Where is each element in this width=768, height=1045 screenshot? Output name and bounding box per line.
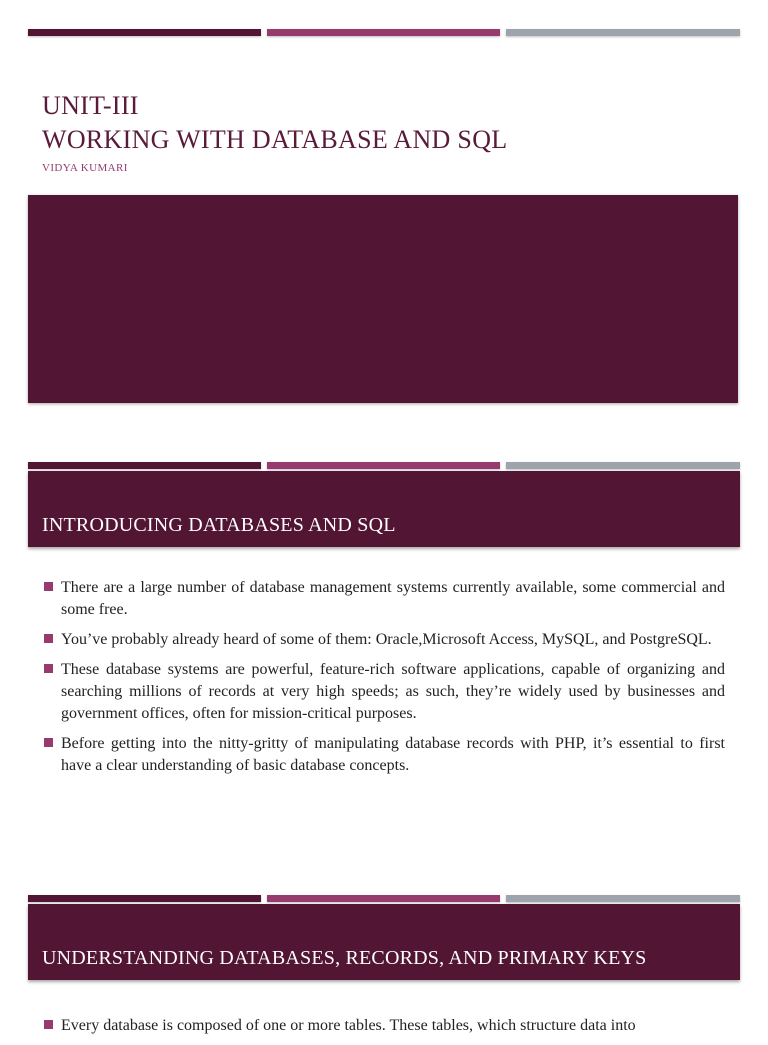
accent-bar-dark: [28, 29, 261, 36]
heading-banner: [28, 471, 740, 547]
list-item: [44, 733, 725, 777]
bullet-list: [44, 1015, 725, 1045]
slide-title-unit: UNIT-III: [42, 91, 139, 120]
accent-bars: [28, 462, 740, 469]
heading-banner: [28, 904, 740, 980]
accent-bar-grey: [506, 29, 740, 36]
accent-bar-grey: [506, 462, 740, 469]
slide-heading: INTRODUCING DATABASES AND SQL: [42, 514, 396, 536]
square-bullet-icon: [44, 738, 53, 747]
bullet-text: There are a large number of database management systems currently available, some commercial and some free.: [61, 579, 725, 618]
bullet-text: These database systems are powerful, feature-rich software applications, capable of organizing and searching millions of records at very high speeds; as such, they’re widely used by businesses and government offices, often for mission-critical purposes.: [61, 661, 725, 722]
square-bullet-icon: [44, 664, 53, 673]
accent-bar-mid: [267, 462, 500, 469]
accent-bar-mid: [267, 895, 500, 902]
accent-bar-mid: [267, 29, 500, 36]
accent-bars: [28, 29, 740, 36]
list-item: [44, 629, 725, 651]
bullet-text: Before getting into the nitty-gritty of manipulating database records with PHP, it’s essential to first have a clear understanding of basic database concepts.: [61, 735, 725, 774]
square-bullet-icon: [44, 1020, 53, 1029]
slide-title-topic: WORKING WITH DATABASE AND SQL: [42, 125, 508, 154]
bullet-text: You’ve probably already heard of some of them: Oracle,Microsoft Access, MySQL, and PostgreSQL.: [61, 631, 712, 648]
databases-slide: [0, 870, 768, 1034]
slide-heading: UNDERSTANDING DATABASES, RECORDS, AND PRIMARY KEYS: [42, 947, 647, 969]
list-item: [44, 1015, 725, 1037]
title-slide: [0, 0, 768, 430]
title-color-block: [28, 195, 738, 403]
accent-bars: [28, 895, 740, 902]
accent-bar-dark: [28, 462, 261, 469]
author-name: VIDYA KUMARI: [42, 162, 128, 174]
list-item: [44, 577, 725, 621]
intro-slide: [0, 430, 768, 870]
accent-bar-grey: [506, 895, 740, 902]
bullet-list: [44, 577, 725, 785]
bullet-text: Every database is composed of one or more tables. These tables, which structure data into: [61, 1017, 636, 1034]
square-bullet-icon: [44, 634, 53, 643]
accent-bar-dark: [28, 895, 261, 902]
square-bullet-icon: [44, 582, 53, 591]
list-item: [44, 659, 725, 725]
